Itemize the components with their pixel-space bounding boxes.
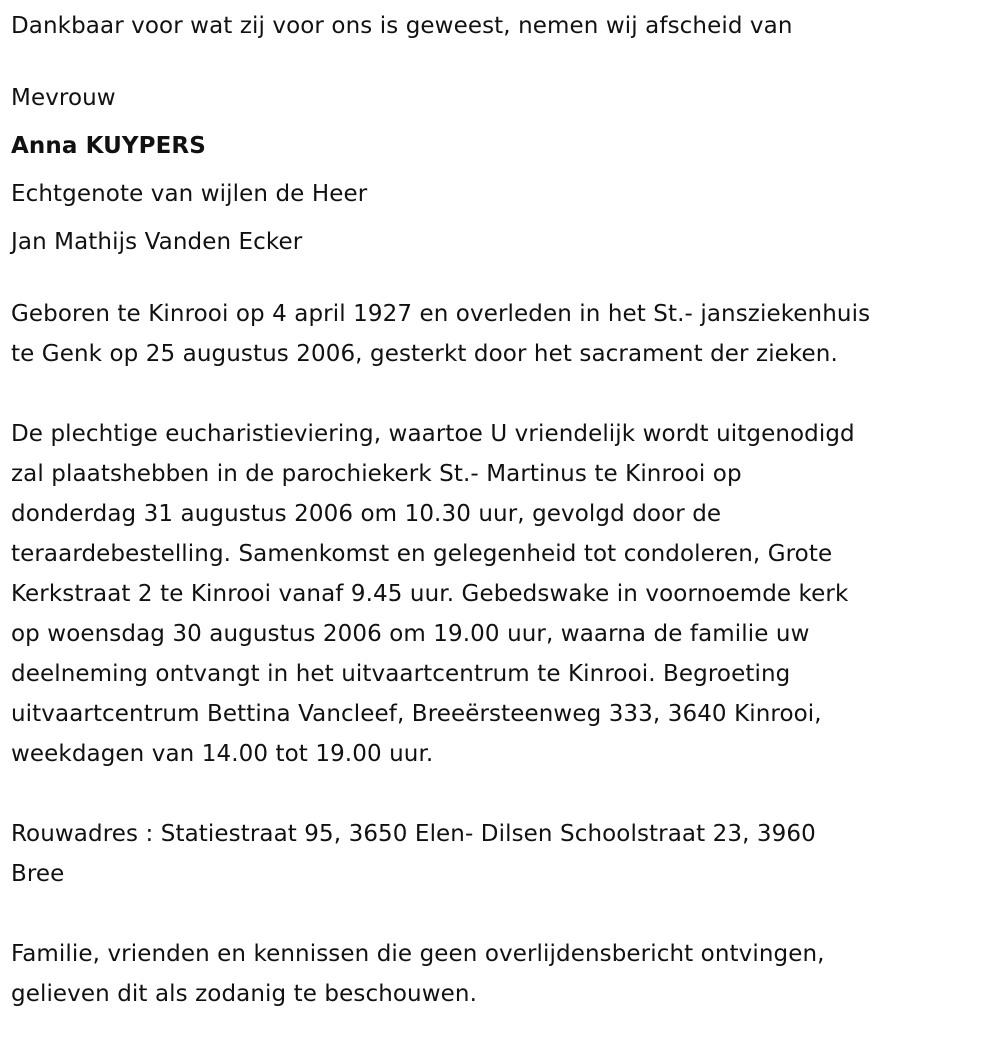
closing-line: Familie, vrienden en kennissen die geen overlijdensbericht ontvingen, bbox=[11, 941, 825, 967]
intro-text: Dankbaar voor wat zij voor ons is geweest, nemen wij afscheid van bbox=[11, 13, 793, 39]
ceremony-line: zal plaatshebben in de parochiekerk St.- Martinus te Kinrooi op bbox=[11, 461, 742, 487]
birth-death-line: te Genk op 25 augustus 2006, gesterkt door het sacrament der zieken. bbox=[11, 341, 838, 367]
birth-death-paragraph bbox=[11, 294, 991, 374]
person-block bbox=[11, 74, 991, 266]
ceremony-line: uitvaartcentrum Bettina Vancleef, Breeërsteenweg 333, 3640 Kinrooi, bbox=[11, 701, 822, 727]
address-line: Rouwadres : Statiestraat 95, 3650 Elen- Dilsen Schoolstraat 23, 3960 bbox=[11, 821, 816, 847]
ceremony-line: deelneming ontvangt in het uitvaartcentrum te Kinrooi. Begroeting bbox=[11, 661, 791, 687]
birth-death-line: Geboren te Kinrooi op 4 april 1927 en overleden in het St.- jansziekenhuis bbox=[11, 301, 871, 327]
ceremony-line: De plechtige eucharistieviering, waartoe U vriendelijk wordt uitgenodigd bbox=[11, 421, 855, 447]
obituary-notice bbox=[11, 6, 991, 1014]
person-relation: Echtgenote van wijlen de Heer bbox=[11, 181, 368, 207]
spouse-name: Jan Mathijs Vanden Ecker bbox=[11, 229, 303, 255]
address-line: Bree bbox=[11, 861, 65, 887]
address-paragraph bbox=[11, 814, 991, 894]
person-title: Mevrouw bbox=[11, 85, 116, 111]
person-name: Anna KUYPERS bbox=[11, 133, 206, 159]
ceremony-line: op woensdag 30 augustus 2006 om 19.00 uur, waarna de familie uw bbox=[11, 621, 810, 647]
ceremony-line: donderdag 31 augustus 2006 om 10.30 uur, gevolgd door de bbox=[11, 501, 722, 527]
ceremony-line: weekdagen van 14.00 tot 19.00 uur. bbox=[11, 741, 434, 767]
ceremony-line: Kerkstraat 2 te Kinrooi vanaf 9.45 uur. Gebedswake in voornoemde kerk bbox=[11, 581, 849, 607]
ceremony-paragraph bbox=[11, 414, 991, 774]
ceremony-line: teraardebestelling. Samenkomst en gelegenheid tot condoleren, Grote bbox=[11, 541, 833, 567]
closing-paragraph bbox=[11, 934, 991, 1014]
closing-line: gelieven dit als zodanig te beschouwen. bbox=[11, 981, 477, 1007]
